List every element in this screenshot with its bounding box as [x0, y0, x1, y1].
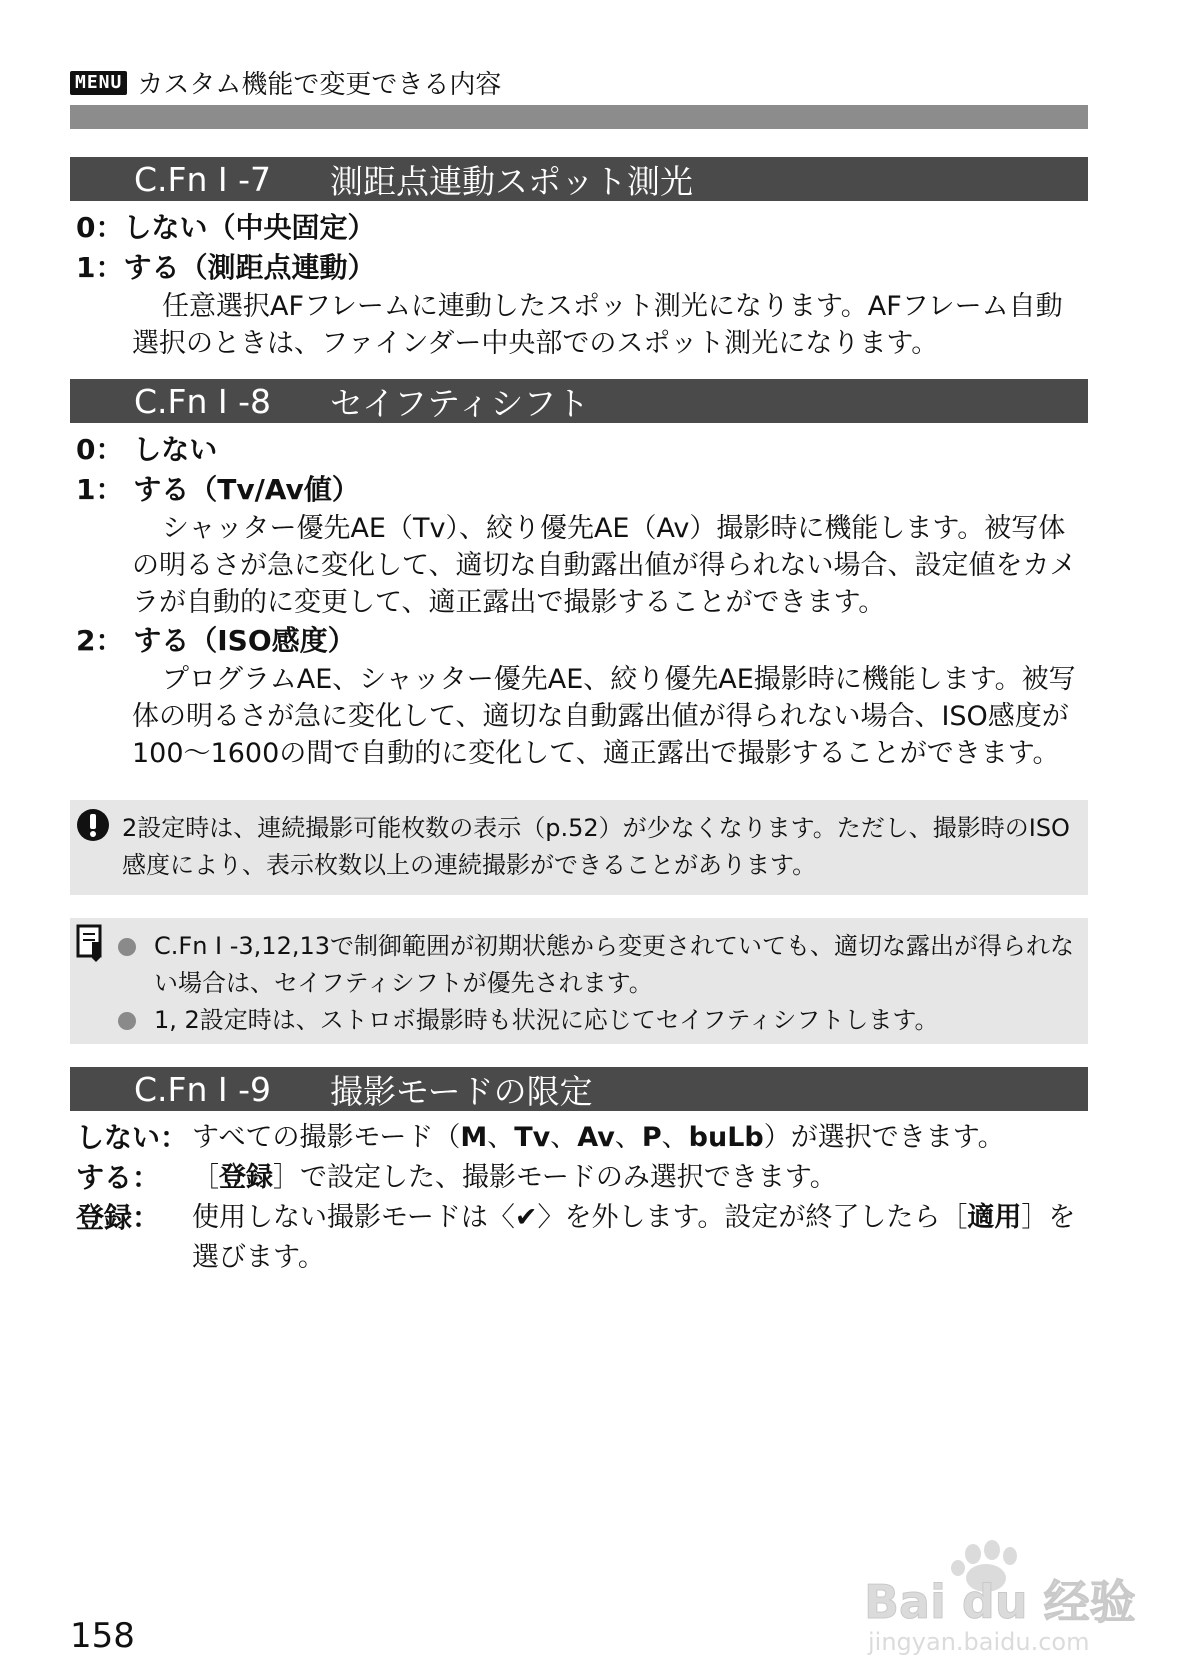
text-fragment: ［: [192, 1162, 219, 1193]
option-0: 0： しない: [76, 433, 218, 466]
separator: 、: [661, 1122, 689, 1153]
check-mark-icon: ✔: [514, 1202, 538, 1233]
text-fragment: ］を選びます。: [192, 1202, 1076, 1273]
watermark-brand: Bai du 经验: [864, 1575, 1136, 1629]
option-0: 0：しない（中央固定）: [76, 211, 376, 244]
term-on: する：: [76, 1161, 161, 1194]
memo-note: [70, 918, 1088, 1044]
section-header-fn9: [70, 1067, 1088, 1111]
baidu-watermark: [858, 1540, 1148, 1658]
section-body-fn9: [76, 1118, 1088, 1278]
bullet-dot: [118, 938, 136, 956]
section-code: C.Fn I -9: [134, 1069, 272, 1109]
page-number: 158: [70, 1616, 135, 1656]
caution-icon: [76, 808, 110, 853]
section-title: 撮影モードの限定: [330, 1071, 593, 1111]
apply-key: 適用: [967, 1202, 1022, 1233]
text-fragment: 〉を外します。設定が終了したら［: [537, 1202, 968, 1233]
mode-tv: Tv: [514, 1122, 551, 1153]
register-key: 登録: [219, 1162, 273, 1193]
caution-note: [70, 800, 1088, 895]
section-header-fn8: [70, 379, 1088, 423]
separator: 、: [550, 1122, 578, 1153]
section-title: 測距点連動スポット測光: [330, 161, 693, 201]
definition-on: [76, 1158, 1088, 1198]
text-fragment: ］で設定した、撮影モードのみ選択できます。: [273, 1162, 837, 1193]
page-header: [70, 64, 501, 101]
header-divider: [70, 105, 1088, 129]
definition-off: [76, 1118, 1088, 1158]
option-1-description: 任意選択AFフレームに連動したスポット測光になります。AFフレーム自動選択のときは、ファインダー中央部でのスポット測光になります。: [132, 291, 1063, 359]
memo-bullet-1: [118, 928, 1088, 1002]
memo-list: [118, 918, 1088, 1039]
definition-register-text: [192, 1198, 1088, 1278]
term-off: しない：: [76, 1121, 189, 1154]
mode-av: Av: [577, 1122, 615, 1153]
option-1: 1： する（Tv/Av値）: [76, 473, 360, 506]
definition-off-text: [192, 1118, 1088, 1158]
option-1: 1：する（測距点連動）: [76, 251, 376, 284]
option-2-description: プログラムAE、シャッター優先AE、絞り優先AE撮影時に機能します。被写体の明るさが急に変化して、適切な自動露出値が得られない場合、ISO感度が100～1600の間で自動的に変化して、適正露出で撮影することができます。: [132, 664, 1076, 769]
definition-on-text: [192, 1158, 1088, 1198]
header-title: カスタム機能で変更できる内容: [137, 70, 502, 100]
option-2: 2： する（ISO感度）: [76, 624, 356, 657]
memo-bullet-2: [118, 1002, 1088, 1039]
bullet-dot: [118, 1012, 136, 1030]
text-fragment: すべての撮影モード（: [192, 1122, 461, 1153]
term-register: 登録：: [76, 1201, 161, 1234]
separator: 、: [614, 1122, 642, 1153]
text-fragment: 使用しない撮影モードは〈: [192, 1202, 515, 1233]
section-body-fn7: [76, 208, 1086, 362]
memo-bullet-2-text: 1, 2設定時は、ストロボ撮影時も状況に応じてセイフティシフトします。: [154, 1006, 939, 1034]
menu-badge: MENU: [70, 71, 127, 95]
mode-p: P: [641, 1122, 662, 1153]
mode-m: M: [460, 1122, 488, 1153]
caution-text: 2設定時は、連続撮影可能枚数の表示（p.52）が少なくなります。ただし、撮影時のISO感度により、表示枚数以上の連続撮影ができることがあります。: [122, 814, 1070, 879]
section-body-fn8: [76, 430, 1086, 772]
text-fragment: ）が選択できます。: [763, 1122, 1005, 1153]
mode-bulb: buLb: [688, 1122, 764, 1153]
definition-register: [76, 1198, 1088, 1278]
section-title: セイフティシフト: [330, 383, 590, 423]
section-code: C.Fn I -7: [134, 159, 272, 199]
separator: 、: [487, 1122, 515, 1153]
memo-bullet-1-text: C.Fn I -3,12,13で制御範囲が初期状態から変更されていても、適切な露出が得られない場合は、セイフティシフトが優先されます。: [154, 932, 1075, 997]
section-code: C.Fn I -8: [134, 381, 272, 421]
option-1-description: シャッター優先AE（Tv）、絞り優先AE（Av）撮影時に機能します。被写体の明るさが急に変化して、適切な自動露出値が得られない場合、設定値をカメラが自動的に変更して、適正露出で撮影することができます。: [132, 513, 1077, 618]
section-header-fn7: [70, 157, 1088, 201]
watermark-url: jingyan.baidu.com: [868, 1628, 1090, 1656]
memo-icon: [76, 924, 106, 973]
